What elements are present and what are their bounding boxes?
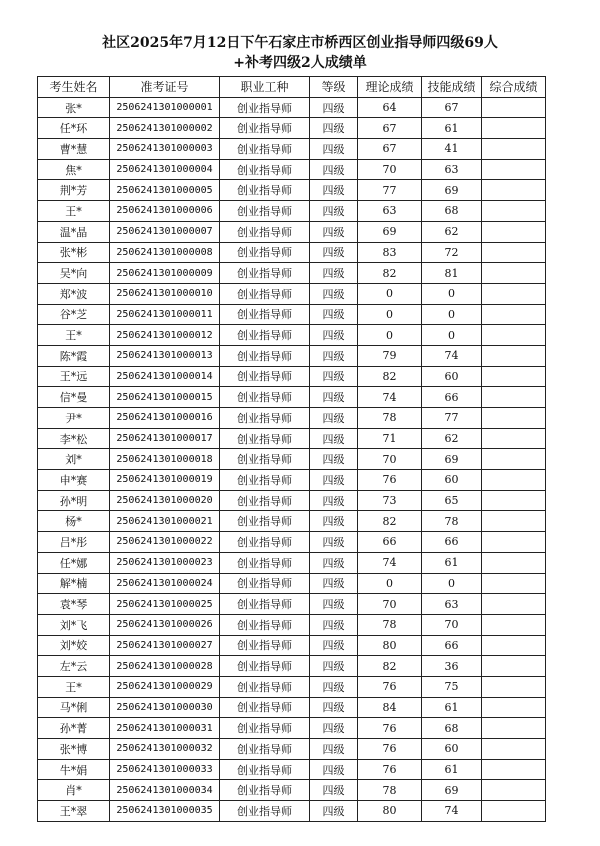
table-row xyxy=(38,573,546,594)
cell-level: 四级 xyxy=(310,408,358,429)
cell-skill-score: 61 xyxy=(422,759,482,780)
cell-ticket: 2506241301000022 xyxy=(110,532,220,553)
cell-name: 任*环 xyxy=(38,118,110,139)
cell-theory-score: 77 xyxy=(358,180,422,201)
table-row xyxy=(38,345,546,366)
cell-skill-score: 68 xyxy=(422,201,482,222)
cell-occupation: 创业指导师 xyxy=(220,532,310,553)
cell-ticket: 2506241301000024 xyxy=(110,573,220,594)
cell-ticket: 2506241301000015 xyxy=(110,387,220,408)
cell-name: 信*曼 xyxy=(38,387,110,408)
cell-overall-score xyxy=(482,304,546,325)
cell-ticket: 2506241301000030 xyxy=(110,697,220,718)
cell-ticket: 2506241301000033 xyxy=(110,759,220,780)
cell-ticket: 2506241301000031 xyxy=(110,718,220,739)
table-row xyxy=(38,759,546,780)
cell-name: 荆*芳 xyxy=(38,180,110,201)
cell-level: 四级 xyxy=(310,428,358,449)
cell-level: 四级 xyxy=(310,635,358,656)
cell-level: 四级 xyxy=(310,718,358,739)
document-title xyxy=(0,33,600,73)
cell-occupation: 创业指导师 xyxy=(220,387,310,408)
cell-occupation: 创业指导师 xyxy=(220,408,310,429)
cell-name: 申*赛 xyxy=(38,470,110,491)
cell-name: 任*娜 xyxy=(38,552,110,573)
cell-level: 四级 xyxy=(310,532,358,553)
cell-theory-score: 78 xyxy=(358,780,422,801)
cell-level: 四级 xyxy=(310,594,358,615)
table-row xyxy=(38,221,546,242)
cell-ticket: 2506241301000014 xyxy=(110,366,220,387)
cell-theory-score: 0 xyxy=(358,304,422,325)
cell-theory-score: 70 xyxy=(358,159,422,180)
cell-ticket: 2506241301000011 xyxy=(110,304,220,325)
cell-level: 四级 xyxy=(310,656,358,677)
table-row xyxy=(38,387,546,408)
table-row xyxy=(38,159,546,180)
cell-occupation: 创业指导师 xyxy=(220,180,310,201)
cell-ticket: 2506241301000001 xyxy=(110,97,220,118)
cell-occupation: 创业指导师 xyxy=(220,345,310,366)
cell-name: 王* xyxy=(38,325,110,346)
cell-overall-score xyxy=(482,283,546,304)
cell-name: 杨* xyxy=(38,511,110,532)
cell-skill-score: 69 xyxy=(422,449,482,470)
cell-level: 四级 xyxy=(310,201,358,222)
cell-ticket: 2506241301000017 xyxy=(110,428,220,449)
header-occupation: 职业工种 xyxy=(220,77,310,98)
cell-theory-score: 70 xyxy=(358,594,422,615)
cell-skill-score: 67 xyxy=(422,97,482,118)
cell-name: 王* xyxy=(38,201,110,222)
cell-ticket: 2506241301000016 xyxy=(110,408,220,429)
table-row xyxy=(38,449,546,470)
cell-theory-score: 69 xyxy=(358,221,422,242)
table-row xyxy=(38,283,546,304)
table-header-row xyxy=(38,77,546,98)
cell-overall-score xyxy=(482,532,546,553)
cell-skill-score: 74 xyxy=(422,801,482,822)
cell-overall-score xyxy=(482,97,546,118)
table-row xyxy=(38,614,546,635)
cell-occupation: 创业指导师 xyxy=(220,159,310,180)
cell-name: 吕*彤 xyxy=(38,532,110,553)
cell-name: 马*俐 xyxy=(38,697,110,718)
cell-level: 四级 xyxy=(310,490,358,511)
cell-occupation: 创业指导师 xyxy=(220,801,310,822)
cell-theory-score: 67 xyxy=(358,139,422,160)
cell-overall-score xyxy=(482,614,546,635)
cell-overall-score xyxy=(482,428,546,449)
table-row xyxy=(38,594,546,615)
table-row xyxy=(38,490,546,511)
table-row xyxy=(38,780,546,801)
cell-ticket: 2506241301000013 xyxy=(110,345,220,366)
cell-occupation: 创业指导师 xyxy=(220,449,310,470)
cell-ticket: 2506241301000021 xyxy=(110,511,220,532)
cell-overall-score xyxy=(482,263,546,284)
cell-occupation: 创业指导师 xyxy=(220,97,310,118)
cell-ticket: 2506241301000010 xyxy=(110,283,220,304)
cell-theory-score: 82 xyxy=(358,511,422,532)
cell-name: 谷*芝 xyxy=(38,304,110,325)
cell-ticket: 2506241301000029 xyxy=(110,676,220,697)
cell-theory-score: 0 xyxy=(358,283,422,304)
cell-name: 曹*慧 xyxy=(38,139,110,160)
cell-occupation: 创业指导师 xyxy=(220,697,310,718)
cell-skill-score: 66 xyxy=(422,532,482,553)
cell-overall-score xyxy=(482,801,546,822)
cell-theory-score: 76 xyxy=(358,470,422,491)
cell-name: 王*远 xyxy=(38,366,110,387)
cell-overall-score xyxy=(482,635,546,656)
cell-name: 孙*明 xyxy=(38,490,110,511)
cell-skill-score: 61 xyxy=(422,697,482,718)
cell-theory-score: 0 xyxy=(358,573,422,594)
cell-level: 四级 xyxy=(310,242,358,263)
cell-skill-score: 0 xyxy=(422,283,482,304)
cell-ticket: 2506241301000005 xyxy=(110,180,220,201)
table-row xyxy=(38,263,546,284)
cell-skill-score: 0 xyxy=(422,304,482,325)
cell-overall-score xyxy=(482,242,546,263)
header-name: 考生姓名 xyxy=(38,77,110,98)
cell-ticket: 2506241301000003 xyxy=(110,139,220,160)
cell-level: 四级 xyxy=(310,221,358,242)
cell-occupation: 创业指导师 xyxy=(220,263,310,284)
cell-theory-score: 76 xyxy=(358,718,422,739)
cell-overall-score xyxy=(482,366,546,387)
table-row xyxy=(38,656,546,677)
cell-ticket: 2506241301000006 xyxy=(110,201,220,222)
cell-occupation: 创业指导师 xyxy=(220,718,310,739)
cell-theory-score: 0 xyxy=(358,325,422,346)
cell-ticket: 2506241301000007 xyxy=(110,221,220,242)
cell-level: 四级 xyxy=(310,697,358,718)
cell-overall-score xyxy=(482,718,546,739)
table-row xyxy=(38,242,546,263)
cell-level: 四级 xyxy=(310,325,358,346)
header-overall: 综合成绩 xyxy=(482,77,546,98)
cell-name: 张*博 xyxy=(38,739,110,760)
cell-name: 张* xyxy=(38,97,110,118)
cell-ticket: 2506241301000009 xyxy=(110,263,220,284)
cell-ticket: 2506241301000018 xyxy=(110,449,220,470)
cell-overall-score xyxy=(482,511,546,532)
cell-name: 郑*波 xyxy=(38,283,110,304)
table-row xyxy=(38,511,546,532)
cell-theory-score: 67 xyxy=(358,118,422,139)
cell-level: 四级 xyxy=(310,614,358,635)
cell-theory-score: 80 xyxy=(358,635,422,656)
table-row xyxy=(38,635,546,656)
cell-skill-score: 78 xyxy=(422,511,482,532)
cell-skill-score: 81 xyxy=(422,263,482,284)
cell-theory-score: 82 xyxy=(358,263,422,284)
cell-name: 肖* xyxy=(38,780,110,801)
cell-overall-score xyxy=(482,552,546,573)
cell-overall-score xyxy=(482,159,546,180)
cell-skill-score: 66 xyxy=(422,635,482,656)
cell-overall-score xyxy=(482,676,546,697)
cell-overall-score xyxy=(482,118,546,139)
cell-overall-score xyxy=(482,656,546,677)
cell-skill-score: 77 xyxy=(422,408,482,429)
cell-overall-score xyxy=(482,449,546,470)
cell-skill-score: 66 xyxy=(422,387,482,408)
cell-skill-score: 72 xyxy=(422,242,482,263)
cell-theory-score: 76 xyxy=(358,739,422,760)
cell-theory-score: 82 xyxy=(358,656,422,677)
cell-theory-score: 74 xyxy=(358,552,422,573)
cell-theory-score: 73 xyxy=(358,490,422,511)
cell-skill-score: 75 xyxy=(422,676,482,697)
cell-level: 四级 xyxy=(310,180,358,201)
header-skill: 技能成绩 xyxy=(422,77,482,98)
cell-level: 四级 xyxy=(310,801,358,822)
cell-skill-score: 68 xyxy=(422,718,482,739)
cell-ticket: 2506241301000019 xyxy=(110,470,220,491)
cell-occupation: 创业指导师 xyxy=(220,242,310,263)
table-row xyxy=(38,697,546,718)
cell-overall-score xyxy=(482,470,546,491)
cell-occupation: 创业指导师 xyxy=(220,614,310,635)
cell-skill-score: 74 xyxy=(422,345,482,366)
cell-theory-score: 76 xyxy=(358,676,422,697)
cell-overall-score xyxy=(482,573,546,594)
cell-level: 四级 xyxy=(310,118,358,139)
cell-occupation: 创业指导师 xyxy=(220,283,310,304)
cell-ticket: 2506241301000012 xyxy=(110,325,220,346)
cell-ticket: 2506241301000027 xyxy=(110,635,220,656)
cell-level: 四级 xyxy=(310,387,358,408)
cell-occupation: 创业指导师 xyxy=(220,118,310,139)
cell-theory-score: 84 xyxy=(358,697,422,718)
cell-skill-score: 0 xyxy=(422,325,482,346)
table-row xyxy=(38,552,546,573)
cell-theory-score: 83 xyxy=(358,242,422,263)
cell-skill-score: 61 xyxy=(422,552,482,573)
cell-theory-score: 78 xyxy=(358,614,422,635)
cell-name: 刘* xyxy=(38,449,110,470)
cell-name: 牛*娟 xyxy=(38,759,110,780)
cell-skill-score: 69 xyxy=(422,780,482,801)
cell-skill-score: 65 xyxy=(422,490,482,511)
cell-overall-score xyxy=(482,345,546,366)
cell-theory-score: 79 xyxy=(358,345,422,366)
cell-name: 解*楠 xyxy=(38,573,110,594)
cell-ticket: 2506241301000035 xyxy=(110,801,220,822)
cell-name: 刘*飞 xyxy=(38,614,110,635)
cell-skill-score: 36 xyxy=(422,656,482,677)
table-row xyxy=(38,325,546,346)
cell-skill-score: 60 xyxy=(422,739,482,760)
cell-overall-score xyxy=(482,780,546,801)
cell-ticket: 2506241301000026 xyxy=(110,614,220,635)
cell-overall-score xyxy=(482,408,546,429)
cell-name: 张*彬 xyxy=(38,242,110,263)
cell-level: 四级 xyxy=(310,139,358,160)
cell-theory-score: 63 xyxy=(358,201,422,222)
table-row xyxy=(38,180,546,201)
cell-occupation: 创业指导师 xyxy=(220,635,310,656)
cell-overall-score xyxy=(482,759,546,780)
cell-occupation: 创业指导师 xyxy=(220,780,310,801)
cell-level: 四级 xyxy=(310,552,358,573)
header-level: 等级 xyxy=(310,77,358,98)
cell-ticket: 2506241301000020 xyxy=(110,490,220,511)
cell-overall-score xyxy=(482,201,546,222)
cell-level: 四级 xyxy=(310,511,358,532)
cell-occupation: 创业指导师 xyxy=(220,366,310,387)
cell-occupation: 创业指导师 xyxy=(220,221,310,242)
cell-level: 四级 xyxy=(310,470,358,491)
table-row xyxy=(38,97,546,118)
cell-ticket: 2506241301000002 xyxy=(110,118,220,139)
cell-ticket: 2506241301000004 xyxy=(110,159,220,180)
cell-theory-score: 70 xyxy=(358,449,422,470)
cell-name: 李*松 xyxy=(38,428,110,449)
cell-level: 四级 xyxy=(310,345,358,366)
cell-theory-score: 64 xyxy=(358,97,422,118)
cell-ticket: 2506241301000008 xyxy=(110,242,220,263)
cell-skill-score: 63 xyxy=(422,594,482,615)
title-line-2: +补考四级2人成绩单 xyxy=(233,55,367,71)
cell-theory-score: 74 xyxy=(358,387,422,408)
cell-level: 四级 xyxy=(310,739,358,760)
cell-occupation: 创业指导师 xyxy=(220,656,310,677)
cell-skill-score: 0 xyxy=(422,573,482,594)
cell-overall-score xyxy=(482,180,546,201)
cell-theory-score: 78 xyxy=(358,408,422,429)
cell-level: 四级 xyxy=(310,304,358,325)
cell-overall-score xyxy=(482,594,546,615)
cell-occupation: 创业指导师 xyxy=(220,511,310,532)
table-row xyxy=(38,739,546,760)
cell-name: 尹* xyxy=(38,408,110,429)
cell-ticket: 2506241301000032 xyxy=(110,739,220,760)
cell-occupation: 创业指导师 xyxy=(220,676,310,697)
cell-skill-score: 60 xyxy=(422,470,482,491)
cell-skill-score: 62 xyxy=(422,428,482,449)
cell-occupation: 创业指导师 xyxy=(220,759,310,780)
cell-skill-score: 62 xyxy=(422,221,482,242)
table-row xyxy=(38,470,546,491)
table-row xyxy=(38,801,546,822)
cell-level: 四级 xyxy=(310,449,358,470)
cell-theory-score: 76 xyxy=(358,759,422,780)
table-row xyxy=(38,139,546,160)
cell-level: 四级 xyxy=(310,759,358,780)
cell-occupation: 创业指导师 xyxy=(220,490,310,511)
cell-level: 四级 xyxy=(310,780,358,801)
cell-skill-score: 60 xyxy=(422,366,482,387)
table-row xyxy=(38,366,546,387)
cell-level: 四级 xyxy=(310,366,358,387)
cell-occupation: 创业指导师 xyxy=(220,573,310,594)
cell-overall-score xyxy=(482,387,546,408)
cell-overall-score xyxy=(482,221,546,242)
cell-overall-score xyxy=(482,739,546,760)
cell-overall-score xyxy=(482,697,546,718)
cell-name: 刘*姣 xyxy=(38,635,110,656)
table-row xyxy=(38,428,546,449)
cell-level: 四级 xyxy=(310,159,358,180)
cell-occupation: 创业指导师 xyxy=(220,552,310,573)
cell-overall-score xyxy=(482,325,546,346)
score-table xyxy=(37,76,546,822)
cell-name: 王*翠 xyxy=(38,801,110,822)
cell-name: 左*云 xyxy=(38,656,110,677)
table-row xyxy=(38,408,546,429)
table-row xyxy=(38,718,546,739)
cell-ticket: 2506241301000023 xyxy=(110,552,220,573)
header-theory: 理论成绩 xyxy=(358,77,422,98)
table-body xyxy=(38,97,546,821)
cell-name: 袁*琴 xyxy=(38,594,110,615)
cell-occupation: 创业指导师 xyxy=(220,739,310,760)
header-ticket: 准考证号 xyxy=(110,77,220,98)
cell-occupation: 创业指导师 xyxy=(220,428,310,449)
cell-name: 陈*霞 xyxy=(38,345,110,366)
cell-occupation: 创业指导师 xyxy=(220,304,310,325)
cell-skill-score: 61 xyxy=(422,118,482,139)
cell-occupation: 创业指导师 xyxy=(220,594,310,615)
table-row xyxy=(38,201,546,222)
cell-ticket: 2506241301000034 xyxy=(110,780,220,801)
cell-occupation: 创业指导师 xyxy=(220,470,310,491)
table-row xyxy=(38,676,546,697)
cell-level: 四级 xyxy=(310,676,358,697)
cell-ticket: 2506241301000025 xyxy=(110,594,220,615)
cell-theory-score: 71 xyxy=(358,428,422,449)
cell-name: 孙*菁 xyxy=(38,718,110,739)
cell-skill-score: 63 xyxy=(422,159,482,180)
cell-name: 吴*向 xyxy=(38,263,110,284)
title-line-1: 社区2025年7月12日下午石家庄市桥西区创业指导师四级69人 xyxy=(102,35,498,51)
cell-skill-score: 70 xyxy=(422,614,482,635)
cell-name: 焦* xyxy=(38,159,110,180)
cell-theory-score: 66 xyxy=(358,532,422,553)
cell-skill-score: 69 xyxy=(422,180,482,201)
table-row xyxy=(38,304,546,325)
cell-theory-score: 80 xyxy=(358,801,422,822)
cell-occupation: 创业指导师 xyxy=(220,325,310,346)
cell-skill-score: 41 xyxy=(422,139,482,160)
cell-level: 四级 xyxy=(310,97,358,118)
cell-overall-score xyxy=(482,490,546,511)
cell-occupation: 创业指导师 xyxy=(220,201,310,222)
cell-level: 四级 xyxy=(310,283,358,304)
cell-occupation: 创业指导师 xyxy=(220,139,310,160)
cell-level: 四级 xyxy=(310,573,358,594)
cell-overall-score xyxy=(482,139,546,160)
table-row xyxy=(38,532,546,553)
cell-name: 王* xyxy=(38,676,110,697)
cell-level: 四级 xyxy=(310,263,358,284)
table-row xyxy=(38,118,546,139)
cell-name: 温*晶 xyxy=(38,221,110,242)
cell-theory-score: 82 xyxy=(358,366,422,387)
cell-ticket: 2506241301000028 xyxy=(110,656,220,677)
